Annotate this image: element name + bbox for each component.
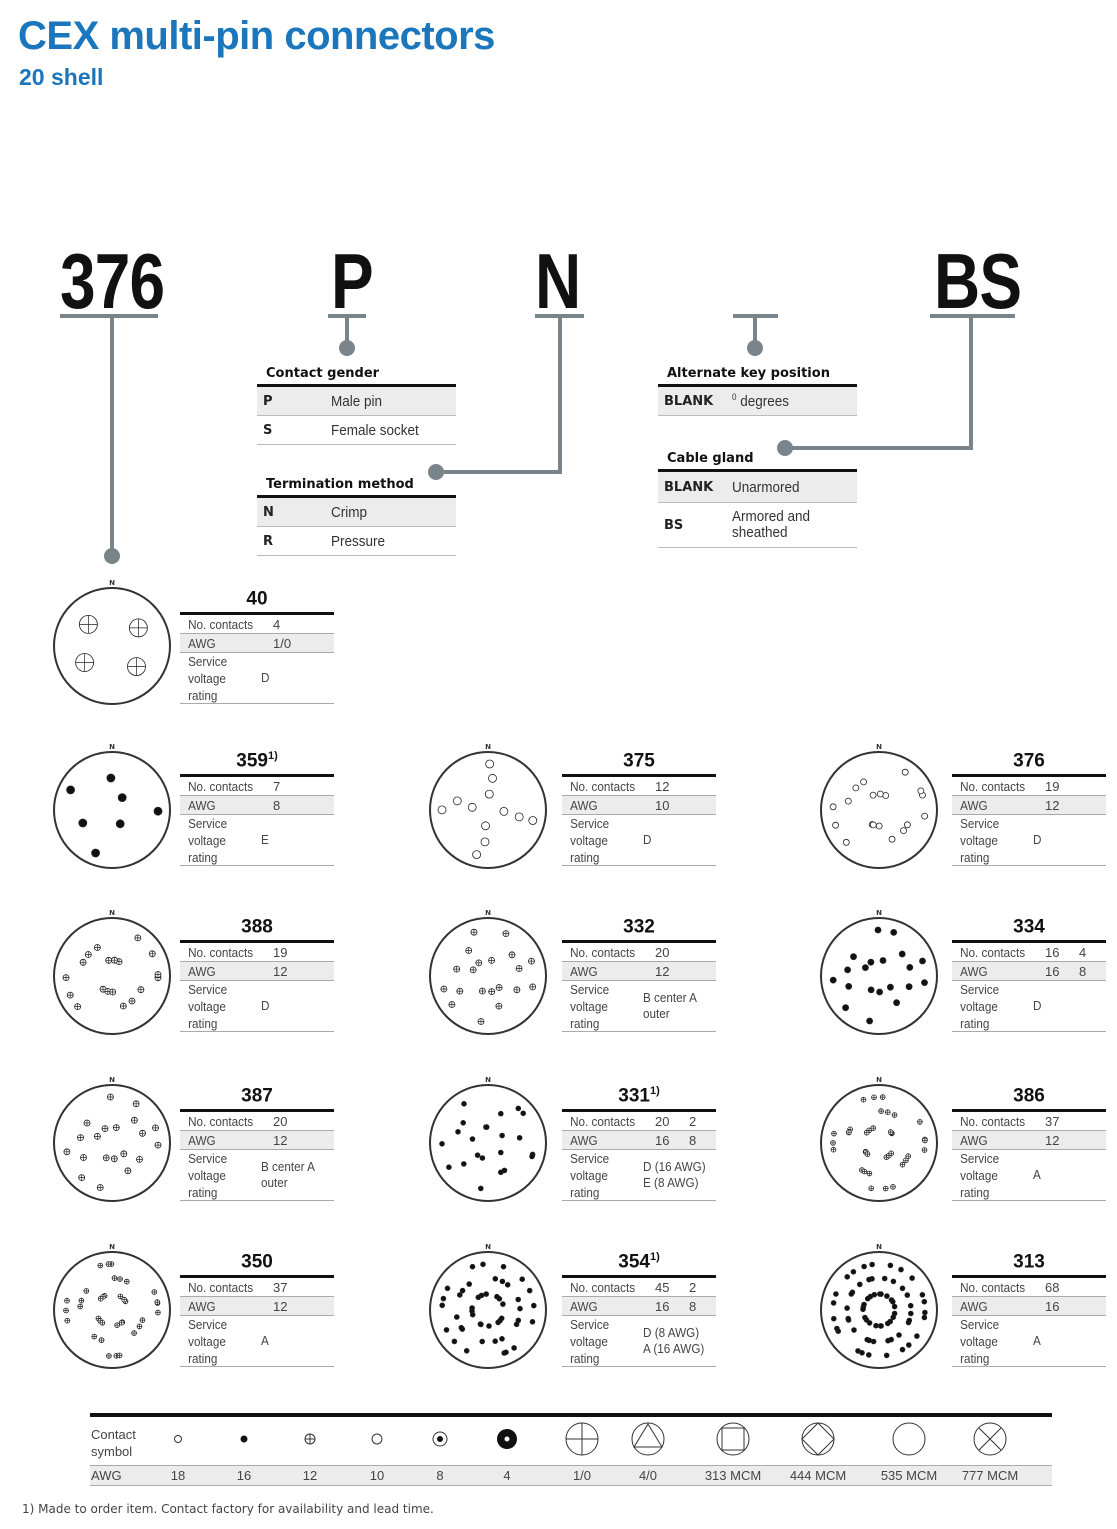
legend-symbol-label: Contact symbol [91, 1427, 136, 1459]
legend-top-rule [90, 1413, 1052, 1417]
table-row: AWG 16 8 [562, 1131, 716, 1150]
code-gender: P [331, 237, 373, 325]
svg-text:N: N [485, 1076, 491, 1084]
table-row: AWG 16 8 [562, 1297, 716, 1316]
table-row: AWG 10 [562, 796, 716, 815]
code-termination: N [535, 237, 581, 325]
arrangement-spec-table [180, 940, 334, 1032]
table-row: No. contacts 20 [562, 943, 716, 962]
arrangement-spec-table [180, 1109, 334, 1201]
arrangement-title: 376 [1013, 750, 1045, 772]
table-row: Service voltage rating D [952, 981, 1106, 1032]
triangle-circle-icon [630, 1420, 666, 1458]
square-circle-icon [715, 1420, 751, 1458]
table-row: BLANK Unarmored [658, 472, 857, 503]
arrangement-title: 388 [241, 916, 273, 938]
footnote: 1) Made to order item. Contact factory for availability and lead time. [22, 1502, 434, 1516]
connector-face-diagram [42, 906, 182, 1046]
ringed-dot-icon [422, 1420, 458, 1458]
table-row: Service voltage rating D [180, 653, 334, 704]
legend-awg-value: 4/0 [638, 1468, 658, 1483]
svg-text:N: N [876, 909, 882, 917]
code-connector-lines [0, 0, 1117, 580]
svg-text:N: N [109, 579, 115, 587]
table-row: AWG 16 [952, 1297, 1106, 1316]
large-filled-ringed-dot-icon [489, 1420, 525, 1458]
page-subtitle: 20 shell [19, 64, 104, 90]
connector-face-diagram [42, 1240, 182, 1380]
connector-face-diagram [809, 1240, 949, 1380]
table-row: No. contacts 37 [952, 1112, 1106, 1131]
arrangement-spec-table [952, 774, 1106, 866]
cable-gland-heading: Cable gland [667, 451, 754, 466]
table-row: No. contacts 20 [180, 1112, 334, 1131]
table-row: Service voltage rating A [952, 1316, 1106, 1367]
legend-awg-value: 535 MCM [880, 1468, 938, 1483]
table-row: AWG 12 [180, 1131, 334, 1150]
arrangement-title: 375 [623, 750, 655, 772]
arrangement-title: 350 [241, 1251, 273, 1273]
table-row: No. contacts 7 [180, 777, 334, 796]
arrangement-title: 386 [1013, 1085, 1045, 1107]
connector-face-diagram [418, 740, 558, 880]
legend-awg-value: 4 [503, 1468, 511, 1483]
table-row: BS Armored and sheathed [658, 503, 857, 548]
connector-face-diagram [809, 906, 949, 1046]
contact-gender-table [257, 384, 456, 445]
table-row: Service voltage rating A [952, 1150, 1106, 1201]
table-row: No. contacts 19 [952, 777, 1106, 796]
connector-face-diagram [809, 1073, 949, 1213]
code-gland: BS [934, 237, 1022, 325]
table-row: No. contacts 4 [180, 615, 334, 634]
small-crossed-circle-icon [292, 1420, 328, 1458]
table-row: AWG 12 [952, 796, 1106, 815]
arrangement-title: 359$^{1)}$ [236, 750, 278, 772]
svg-text:N: N [876, 743, 882, 751]
table-row: AWG 16 8 [952, 962, 1106, 981]
legend-awg-value: 444 MCM [789, 1468, 847, 1483]
table-row: Service voltage rating D [952, 815, 1106, 866]
svg-text:N: N [485, 909, 491, 917]
table-row: No. contacts 45 2 [562, 1278, 716, 1297]
arrangement-spec-table [952, 940, 1106, 1032]
arrangement-spec-table [180, 1275, 334, 1367]
legend-awg-label: AWG [91, 1468, 122, 1483]
legend-awg-value: 10 [369, 1468, 385, 1483]
legend-awg-value: 12 [302, 1468, 318, 1483]
connector-face-diagram [809, 740, 949, 880]
table-row: BLANK $^0$ degrees [658, 387, 857, 416]
legend-awg-value: 16 [236, 1468, 252, 1483]
arrangement-spec-table [562, 1275, 716, 1367]
table-row: R Pressure [257, 527, 456, 556]
table-row: No. contacts 16 4 [952, 943, 1106, 962]
arrangement-title: 334 [1013, 916, 1045, 938]
svg-text:N: N [109, 1243, 115, 1251]
svg-text:N: N [485, 743, 491, 751]
alternate-key-heading: Alternate key position [667, 366, 830, 381]
x-circle-icon [972, 1420, 1008, 1458]
table-row: Service voltage rating D (8 AWG) A (16 AWG) [562, 1316, 716, 1367]
small-open-circle-icon [160, 1420, 196, 1458]
connector-face-diagram [42, 576, 182, 716]
svg-text:N: N [109, 1076, 115, 1084]
arrangement-spec-table [180, 774, 334, 866]
table-row: AWG 12 [180, 962, 334, 981]
arrangement-spec-table [562, 1109, 716, 1201]
code-series: 376 [60, 237, 165, 325]
arrangement-spec-table [952, 1275, 1106, 1367]
svg-text:N: N [876, 1076, 882, 1084]
arrangement-spec-table [952, 1109, 1106, 1201]
page-title: CEX multi-pin connectors [18, 14, 495, 58]
open-circle-icon [359, 1420, 395, 1458]
contact-gender-heading: Contact gender [266, 366, 380, 381]
table-row: Service voltage rating B center A outer [562, 981, 716, 1032]
diamond-circle-icon [800, 1420, 836, 1458]
arrangement-title: 313 [1013, 1251, 1045, 1273]
crossed-circle-icon [564, 1420, 600, 1458]
arrangement-title: 387 [241, 1085, 273, 1107]
table-row: N Crimp [257, 498, 456, 527]
arrangement-title: 331$^{1)}$ [618, 1085, 660, 1107]
table-row: Service voltage rating A [180, 1316, 334, 1367]
cable-gland-table [658, 469, 857, 548]
table-row: AWG 12 [952, 1131, 1106, 1150]
table-row: S Female socket [257, 416, 456, 445]
svg-text:N: N [485, 1243, 491, 1251]
table-row: No. contacts 12 [562, 777, 716, 796]
table-row: AWG 12 [180, 1297, 334, 1316]
connector-face-diagram [418, 1073, 558, 1213]
table-row: Service voltage rating D [562, 815, 716, 866]
connector-face-diagram [42, 740, 182, 880]
legend-awg-value: 8 [436, 1468, 444, 1483]
legend-awg-value: 1/0 [572, 1468, 592, 1483]
connector-face-diagram [418, 906, 558, 1046]
table-row: AWG 12 [562, 962, 716, 981]
table-row: Service voltage rating E [180, 815, 334, 866]
table-row: AWG 1/0 [180, 634, 334, 653]
table-row: No. contacts 68 [952, 1278, 1106, 1297]
arrangement-title: 354$^{1)}$ [618, 1251, 660, 1273]
connector-face-diagram [418, 1240, 558, 1380]
termination-table [257, 495, 456, 556]
termination-heading: Termination method [266, 477, 414, 492]
table-row: Service voltage rating D [180, 981, 334, 1032]
arrangement-spec-table [562, 940, 716, 1032]
table-row: P Male pin [257, 387, 456, 416]
small-filled-dot-icon [226, 1420, 262, 1458]
arrangement-spec-table [562, 774, 716, 866]
table-row: No. contacts 19 [180, 943, 334, 962]
legend-awg-value: 313 MCM [704, 1468, 762, 1483]
legend-awg-value: 777 MCM [961, 1468, 1019, 1483]
plain-circle-icon [891, 1420, 927, 1458]
svg-text:N: N [876, 1243, 882, 1251]
svg-text:N: N [109, 743, 115, 751]
arrangement-title: 40 [246, 588, 268, 610]
arrangement-spec-table [180, 612, 334, 704]
table-row: AWG 8 [180, 796, 334, 815]
table-row: Service voltage rating D (16 AWG) E (8 AWG) [562, 1150, 716, 1201]
arrangement-title: 332 [623, 916, 655, 938]
table-row: Service voltage rating B center A outer [180, 1150, 334, 1201]
legend-awg-value: 18 [170, 1468, 186, 1483]
table-row: No. contacts 37 [180, 1278, 334, 1297]
alternate-key-table [658, 384, 857, 416]
svg-text:N: N [109, 909, 115, 917]
connector-face-diagram [42, 1073, 182, 1213]
table-row: No. contacts 20 2 [562, 1112, 716, 1131]
